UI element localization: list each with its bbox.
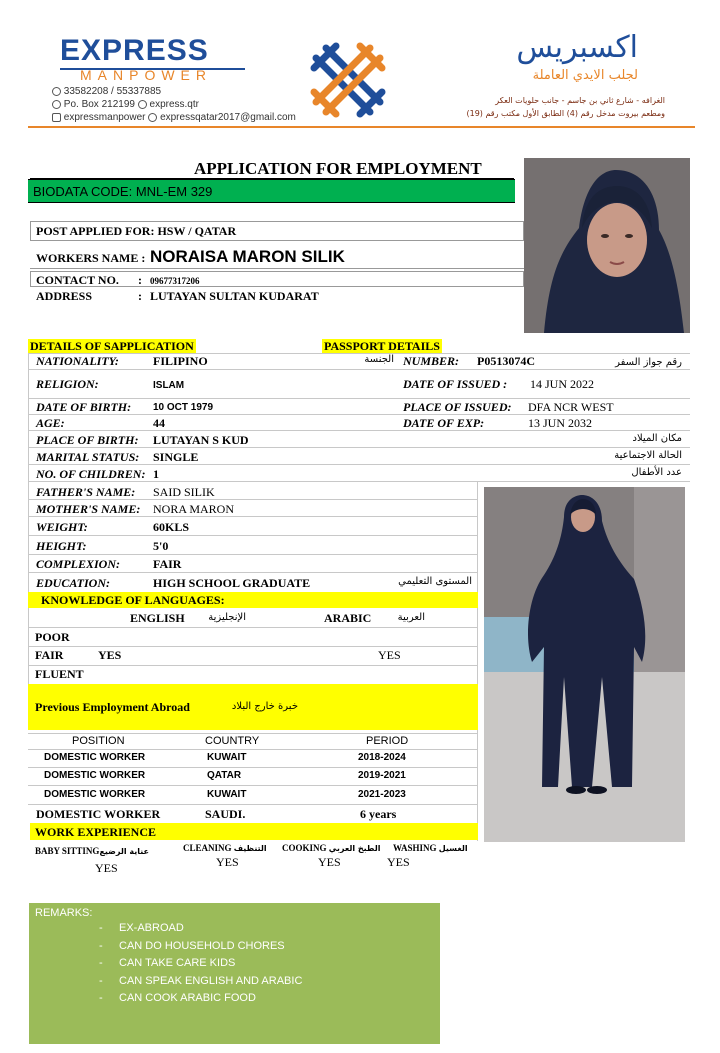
- workers-name: NORAISA MARON SILIK: [150, 247, 345, 266]
- languages-title: KNOWLEDGE OF LANGUAGES:: [41, 593, 225, 607]
- nationality-label: NATIONALITY:: [36, 354, 119, 368]
- logo-emblem: [306, 38, 390, 122]
- complexion-value: FAIR: [153, 557, 182, 571]
- fluent-label: FLUENT: [35, 667, 84, 681]
- cleaning-value: YES: [216, 855, 239, 869]
- row-line: [28, 535, 478, 536]
- post-applied: POST APPLIED FOR: HSW / QATAR: [36, 224, 237, 238]
- previous-employment-title: Previous Employment Abroad: [35, 700, 190, 714]
- col-period: PERIOD: [366, 735, 409, 747]
- row-line: [28, 572, 478, 573]
- instagram-icon: [52, 113, 61, 122]
- babysitting-value: YES: [95, 861, 118, 875]
- pob-label: PLACE OF BIRTH:: [36, 433, 139, 447]
- row-line: [28, 767, 478, 768]
- list-item: [99, 957, 440, 975]
- contact-pobox: [52, 99, 199, 110]
- nationality-ar: الجنسة: [364, 354, 394, 365]
- address-colon: :: [138, 289, 142, 303]
- cleaning-text: CLEANING: [183, 843, 232, 853]
- children-value: 1: [153, 467, 159, 481]
- father-value: SAID SILIK: [153, 485, 215, 499]
- mother-label: MOTHER'S NAME:: [36, 502, 141, 516]
- remark-text: CAN COOK ARABIC FOOD: [119, 992, 256, 1004]
- marital-label: MARITAL STATUS:: [36, 450, 140, 464]
- bullet: -: [99, 992, 103, 1004]
- row-line: [28, 398, 690, 399]
- dob-value: 10 OCT 1979: [153, 402, 214, 413]
- complexion-label: COMPLEXION:: [36, 557, 121, 571]
- row-line: [28, 785, 478, 786]
- col-position: POSITION: [72, 735, 125, 747]
- row-line: [28, 804, 478, 805]
- remarks-list: [29, 922, 440, 1010]
- age-value: 44: [153, 416, 165, 430]
- list-item: [99, 992, 440, 1010]
- table-row-position: DOMESTIC WORKER: [36, 807, 161, 821]
- contact-value: 09677317206: [150, 276, 200, 286]
- cleaning-label: [183, 843, 267, 853]
- languages-bar: [28, 592, 478, 608]
- letterhead: [0, 0, 720, 130]
- col-line: [477, 481, 478, 841]
- table-row-period: 2019-2021: [358, 770, 406, 781]
- children-label: NO. OF CHILDREN:: [36, 467, 146, 481]
- form-title: APPLICATION FOR EMPLOYMENT: [194, 159, 482, 178]
- row-line: [28, 627, 478, 628]
- marital-value: SINGLE: [153, 450, 199, 464]
- english-ar: الإنجليزية: [208, 612, 246, 623]
- address-value: LUTAYAN SULTAN KUDARAT: [150, 289, 319, 303]
- remark-text: EX-ABROAD: [119, 922, 184, 934]
- washing-ar: الغسيل: [438, 844, 468, 853]
- row-line: [28, 646, 478, 647]
- list-item: [99, 940, 440, 958]
- full-body-photo: [484, 487, 685, 842]
- table-row-country: KUWAIT: [207, 789, 247, 800]
- work-experience-title: WORK EXPERIENCE: [35, 825, 157, 839]
- children-ar: عدد الأطفال: [631, 467, 682, 478]
- remark-text: CAN SPEAK ENGLISH AND ARABIC: [119, 974, 303, 987]
- passport-number-ar: رقم جواز السفر: [615, 357, 682, 368]
- arabic-fair-value: YES: [378, 648, 401, 662]
- row-line: [28, 749, 478, 750]
- religion-label: RELIGION:: [36, 377, 99, 391]
- dob-label: DATE OF BIRTH:: [36, 400, 132, 414]
- cooking-label: [282, 843, 380, 853]
- passport-number-label: NUMBER:: [403, 354, 460, 368]
- location-icon: [52, 100, 61, 109]
- list-item: [99, 922, 440, 940]
- contact-colon: :: [138, 273, 142, 287]
- table-row-country: QATAR: [207, 770, 242, 781]
- religion-value: ISLAM: [153, 380, 185, 391]
- age-label: AGE:: [36, 416, 65, 430]
- marital-ar: الحالة الاجتماعية: [614, 450, 682, 461]
- biodata-code-bar: [28, 179, 515, 203]
- row-line: [28, 733, 478, 734]
- washing-value: YES: [387, 855, 410, 869]
- col-line: [28, 353, 29, 693]
- babysitting-label: [35, 846, 149, 856]
- bullet: -: [99, 974, 103, 987]
- education-ar: المستوى التعليمي: [398, 576, 472, 587]
- arabic-address-2: ومطعم بيروت مدخل رقم (4) الطابق الأول مكتب رقم (19): [466, 109, 665, 118]
- address-label: ADDRESS: [36, 289, 93, 303]
- logo-en-title: EXPRESS: [60, 34, 209, 67]
- contact-social: [52, 112, 296, 123]
- table-row-period: 2021-2023: [358, 789, 406, 800]
- list-item: [99, 975, 440, 993]
- father-label: FATHER'S NAME:: [36, 485, 136, 499]
- education-value: HIGH SCHOOL GRADUATE: [153, 576, 311, 590]
- english-fair-value: YES: [98, 648, 122, 662]
- poor-label: POOR: [35, 630, 70, 644]
- social-text: expressmanpower: [63, 112, 146, 123]
- bullet: -: [99, 957, 103, 969]
- portrait-illustration: [524, 158, 690, 333]
- fair-label: FAIR: [35, 648, 64, 662]
- pobox-text: Po. Box 212199: [63, 99, 135, 110]
- previous-employment-bar: [28, 684, 478, 730]
- pob-value: LUTAYAN S KUD: [153, 433, 249, 447]
- web-text: express.qtr: [149, 99, 199, 110]
- work-experience-bar: [30, 823, 478, 840]
- contact-phones: [52, 86, 161, 97]
- arabic-address-1: الغرافه - شارع ثاني بن جاسم - جانب حلويات العكر: [495, 96, 665, 105]
- logo-en-subtitle: MANPOWER: [80, 67, 212, 83]
- height-value: 5'0: [153, 539, 169, 553]
- washing-label: [393, 843, 468, 853]
- pob-ar: مكان الميلاد: [632, 433, 682, 444]
- issued-label: DATE OF ISSUED :: [403, 377, 508, 391]
- table-row-country: KUWAIT: [207, 752, 247, 763]
- place-issued-label: PLACE OF ISSUED:: [403, 400, 512, 414]
- full-body-illustration: [484, 487, 685, 842]
- education-label: EDUCATION:: [36, 576, 111, 590]
- remarks-box: [29, 903, 440, 1044]
- row-line: [28, 554, 478, 555]
- babysitting-ar: عناية الرضيع: [99, 847, 149, 856]
- facebook-icon: [138, 100, 147, 109]
- arabic-label: ARABIC: [324, 611, 372, 625]
- details-heading: DETAILS OF SAPPLICATION: [30, 339, 194, 353]
- table-row-period: 2018-2024: [358, 752, 406, 763]
- email-text: expressqatar2017@gmail.com: [160, 112, 296, 123]
- contact-label: CONTACT NO.: [36, 273, 119, 287]
- remark-text: CAN TAKE CARE KIDS: [119, 957, 236, 969]
- nationality-value: FILIPINO: [153, 354, 208, 368]
- table-row-position: DOMESTIC WORKER: [44, 789, 146, 800]
- mother-value: NORA MARON: [153, 502, 235, 516]
- english-label: ENGLISH: [130, 611, 185, 625]
- phones-text: 33582208 / 55337885: [63, 86, 162, 97]
- row-line: [28, 369, 690, 370]
- table-row-country: SAUDI.: [205, 807, 246, 821]
- arabic-ar: العربية: [397, 612, 425, 623]
- row-line: [28, 665, 478, 666]
- phone-icon: [52, 87, 61, 96]
- workers-name-label: WORKERS NAME :: [36, 251, 146, 265]
- passport-number: P0513074C: [477, 354, 535, 368]
- babysitting-text: BABY SITTING: [35, 846, 100, 856]
- table-row-position: DOMESTIC WORKER: [44, 770, 146, 781]
- email-icon: [148, 113, 157, 122]
- remark-text: CAN DO HOUSEHOLD CHORES: [119, 939, 285, 952]
- previous-employment-ar: خبرة خارج البلاد: [231, 701, 298, 712]
- logo-ar-title: اكسبريس: [516, 30, 638, 65]
- table-row-position: DOMESTIC WORKER: [44, 752, 146, 763]
- remarks-title: REMARKS:: [35, 907, 93, 919]
- header-divider: [28, 126, 695, 128]
- name-underline: [30, 268, 524, 269]
- exp-label: DATE OF EXP:: [403, 416, 485, 430]
- bullet: -: [99, 939, 103, 952]
- cooking-value: YES: [318, 855, 341, 869]
- washing-text: WASHING: [393, 843, 437, 853]
- height-label: HEIGHT:: [36, 539, 87, 553]
- passport-heading: PASSPORT DETAILS: [324, 339, 440, 353]
- col-country: COUNTRY: [205, 735, 260, 747]
- logo-ar-subtitle: لجلب الايدي العاملة: [532, 68, 638, 83]
- issued-value: 14 JUN 2022: [530, 377, 595, 391]
- weight-value: 60KLS: [153, 520, 190, 534]
- exp-value: 13 JUN 2032: [528, 416, 593, 430]
- bullet: -: [99, 922, 103, 934]
- table-row-period: 6 years: [360, 807, 397, 821]
- cooking-text: COOKING: [282, 843, 327, 853]
- cleaning-ar: التنظيف: [233, 844, 267, 853]
- post-applied-box: [30, 221, 524, 241]
- portrait-photo: [524, 158, 690, 333]
- weight-label: WEIGHT:: [36, 520, 88, 534]
- biodata-code: BIODATA CODE: MNL-EM 329: [33, 184, 213, 199]
- place-issued-value: DFA NCR WEST: [528, 400, 614, 414]
- cooking-ar: الطبخ العربي: [328, 844, 381, 853]
